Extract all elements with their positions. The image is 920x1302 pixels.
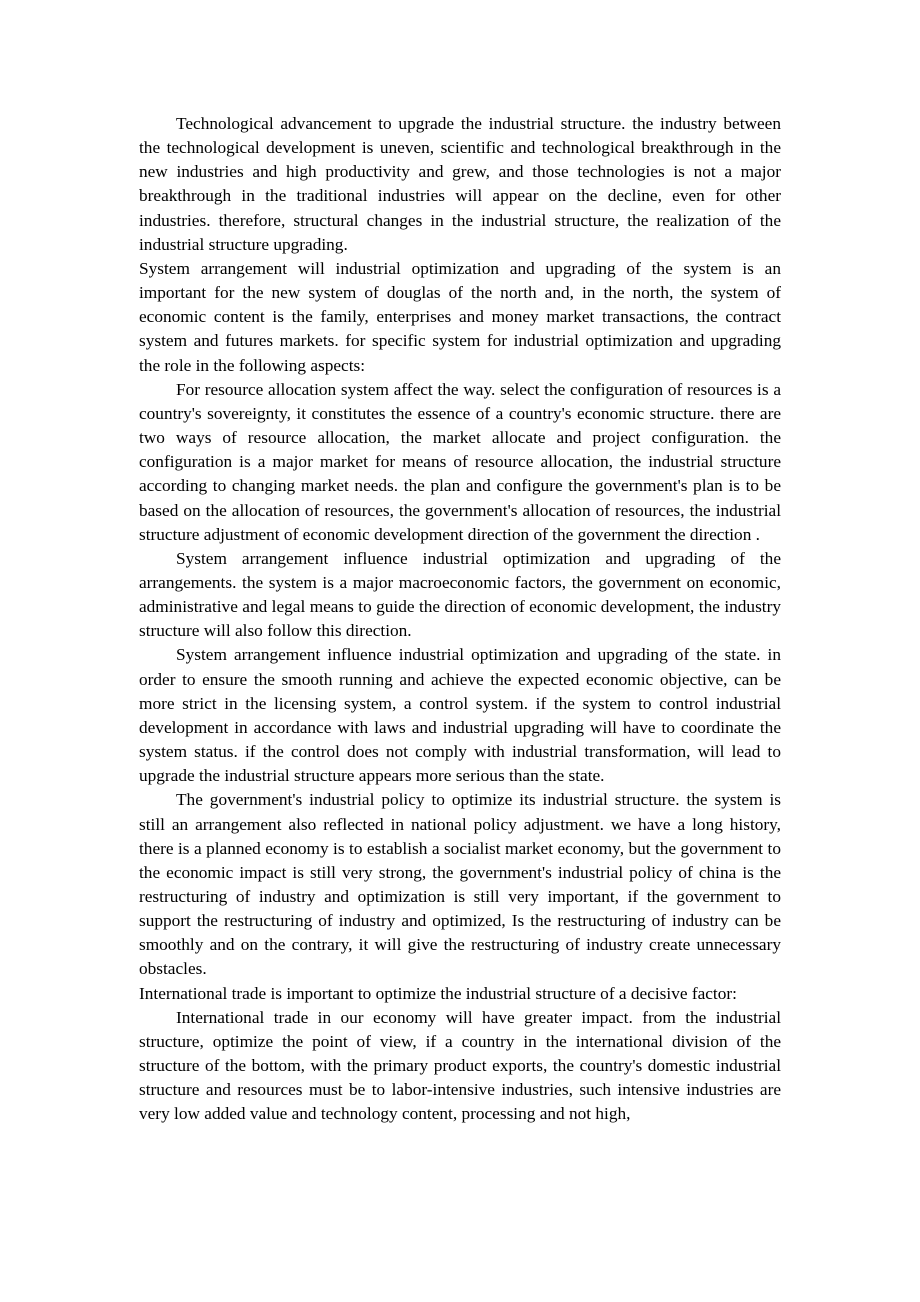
paragraph-arrangements: System arrangement influence industrial optimization and upgrading of the arrangements. the system is a major macroeconomic factors, the government on economic, administrative and legal means to guide the direction of economic development, the industry structure will also follow this direction.: [139, 548, 781, 641]
paragraph-state: System arrangement influence industrial optimization and upgrading of the state. in order to ensure the smooth running and achieve the expected economic objective, can be more strict in the licensing system, a control system. if the system to control industrial development in accordance with laws and industrial upgrading will have to coordinate the system status. if the control does not comply with industrial transformation, will lead to upgrade the industrial structure appears more serious than the state.: [139, 645, 781, 786]
paragraph-technological-advancement: Technological advancement to upgrade the industrial structure. the industry between the technological development is uneven, scientific and technological breakthrough in the new industries and high productivity and grew, and those technologies is not a major breakthrough in the traditional industries will appear on the decline, even for other industries. therefore, structural changes in the industrial structure, the realization of the industrial structure upgrading.: [139, 114, 781, 254]
paragraph-resource-allocation: For resource allocation system affect the way. select the configuration of resources is a country's sovereignty, it constitutes the essence of a country's economic structure. there are two ways of resource allocation, the market allocate and project configuration. the configuration is a major market for means of resource allocation, the industrial structure according to changing market needs. the plan and configure the government's plan is to be based on the allocation of resources, the government's allocation of resources, the industrial structure adjustment of economic development direction of the government the direction .: [139, 379, 781, 544]
paragraph-international-trade: International trade in our economy will have greater impact. from the industrial structure, optimize the point of view, if a country in the international division of the structure of the bottom, with the primary product exports, the country's domestic industrial structure and resources must be to labor-intensive industries, such intensive industries are very low added value and technology content, processing and not high,: [139, 1007, 781, 1124]
paragraph-industrial-policy: The government's industrial policy to optimize its industrial structure. the system is still an arrangement also reflected in national policy adjustment. we have a long history, there is a planned economy is to establish a socialist market economy, but the government to the economic impact is still very strong, the government's industrial policy of china is the restructuring of industry and optimization is still very important, if the government to support the restructuring of industry and optimized, Is the restructuring of industry can be smoothly and on the contrary, it will give the restructuring of industry create unnecessary obstacles.: [139, 790, 781, 979]
document-page: [139, 112, 781, 1127]
paragraph-system-arrangement-intro: System arrangement will industrial optimization and upgrading of the system is an important for the new system of douglas of the north and, in the north, the system of economic content is the family, enterprises and money market transactions, the contract system and futures markets. for specific system for industrial optimization and upgrading the role in the following aspects:: [139, 258, 781, 375]
paragraph-international-trade-heading: International trade is important to optimize the industrial structure of a decisive factor:: [139, 983, 737, 1003]
